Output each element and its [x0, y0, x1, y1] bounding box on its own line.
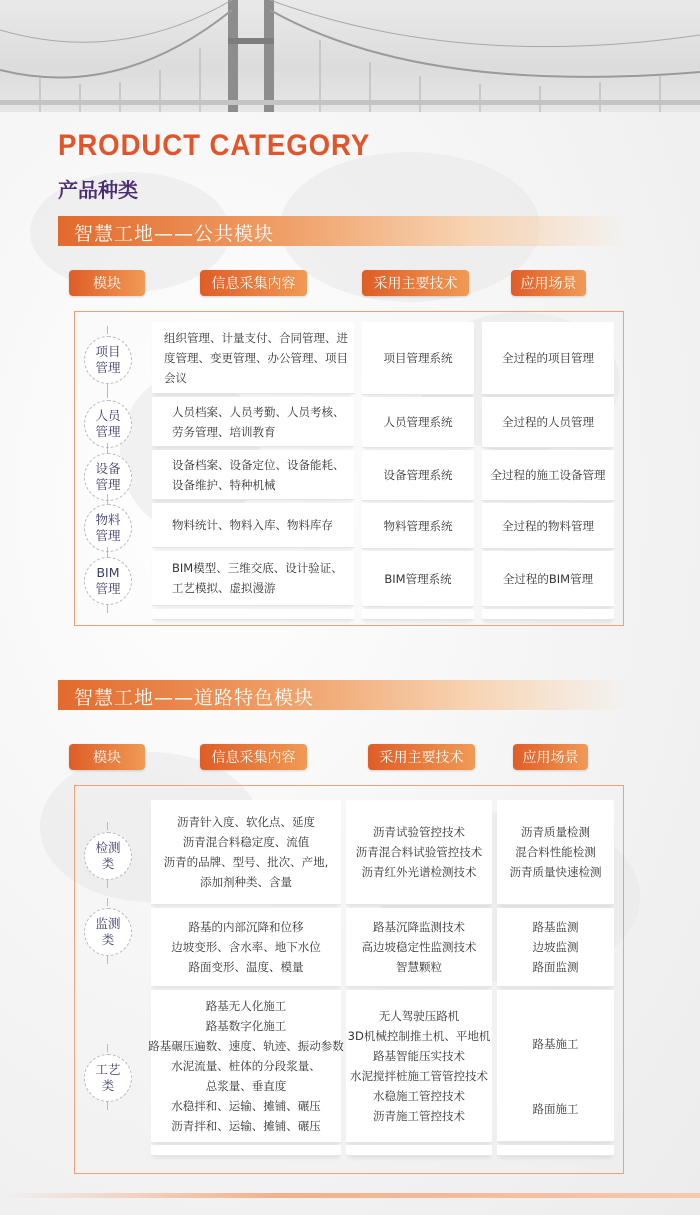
module-label: 工艺 类 [95, 1062, 121, 1093]
module-badge [84, 908, 132, 956]
cell-text: 高边坡稳定性监测技术 [361, 940, 477, 954]
cell-text: 组织管理、计量支付、合同管理、进 [164, 330, 348, 345]
cell-text: 水稳拌和、运输、摊铺、碾压 [171, 1099, 321, 1113]
cell-text: 无人驾驶压路机 [378, 1009, 460, 1023]
cell-text: 混合料性能检测 [515, 845, 596, 859]
table-row-scene [497, 908, 614, 987]
module-badge [84, 557, 132, 605]
connector-tick [107, 1102, 108, 1110]
table-row-scene [482, 397, 614, 448]
table-row-scene [497, 990, 614, 1142]
column-header-module: 模块 [69, 744, 145, 770]
cell-text: 水泥流量、桩体的分段浆量、 [171, 1059, 321, 1073]
table-row-spacer [497, 1145, 614, 1156]
connector-tick [107, 956, 108, 964]
table-row-content [148, 990, 344, 1143]
table-row-spacer [152, 609, 354, 620]
cell-text: 智慧颗粒 [396, 960, 442, 974]
cell-text: 沥青混合料试验管控技术 [355, 845, 483, 859]
cell-text: 总浆量、垂直度 [205, 1079, 287, 1093]
module-label: 监测 类 [95, 916, 121, 947]
cell-text: 设备维护、特种机械 [172, 477, 276, 492]
module-badge [84, 504, 132, 552]
cell-text: 路基监测 [532, 920, 579, 934]
table-row-tech [362, 551, 474, 607]
module-badge [84, 336, 132, 384]
column-header-scene: 应用场景 [513, 744, 588, 770]
cell-text: 路基沉降监测技术 [373, 920, 465, 934]
cell-text: 沥青质量检测 [521, 825, 590, 839]
table-row-tech [362, 503, 474, 549]
table-row-spacer [346, 1145, 492, 1156]
cell-text: 路基施工 [532, 1037, 579, 1052]
cell-text: 项目管理系统 [383, 351, 453, 365]
cell-text: 沥青混合料稳定度、流值 [182, 835, 310, 849]
column-header-tech: 采用主要技术 [362, 270, 469, 296]
cell-text: 路面变形、温度、模量 [188, 960, 304, 974]
column-header-module: 模块 [69, 270, 145, 296]
table-row-content [151, 800, 341, 905]
table-row-tech [346, 908, 492, 987]
cell-text: 水稳施工管控技术 [373, 1089, 465, 1103]
bottom-divider [0, 1193, 700, 1198]
cell-text: 度管理、变更管理、办公管理、项目 [164, 350, 348, 365]
table-row-scene [482, 551, 614, 607]
cell-text: 路基碾压遍数、速度、轨迹、振动参数 [148, 1039, 344, 1053]
module-label: 设备 管理 [95, 461, 121, 492]
cell-text: 沥青红外光谱检测技术 [361, 865, 477, 879]
table-row-scene [497, 800, 614, 905]
cell-text: 路基的内部沉降和位移 [188, 920, 304, 934]
page-title: PRODUCT CATEGORY [58, 129, 371, 162]
cell-text: 沥青试验管控技术 [373, 825, 465, 839]
connector-tick [107, 898, 108, 906]
table-row-scene [482, 450, 614, 501]
cell-text: 劳务管理、培训教育 [172, 424, 276, 439]
cell-text: 会议 [164, 370, 187, 385]
module-label: 项目 管理 [95, 344, 121, 375]
column-header-scene: 应用场景 [511, 270, 586, 296]
cell-text: BIM管理系统 [384, 571, 452, 586]
cell-text: 路面施工 [532, 1101, 579, 1116]
module-label: 物料 管理 [95, 511, 121, 543]
table-row-scene [482, 322, 614, 395]
column-header-content: 信息采集内容 [200, 744, 307, 770]
table-row-tech [346, 990, 492, 1143]
page-subtitle: 产品种类 [58, 178, 138, 202]
cell-text: 路基数字化施工 [205, 1019, 287, 1033]
hero-bridge-image [0, 0, 700, 112]
table-row-tech [362, 450, 474, 501]
table-row-spacer [482, 609, 614, 620]
table-row-content [152, 551, 354, 606]
table-row-content [152, 503, 354, 548]
cell-text: 路面监测 [532, 960, 579, 974]
section-title-bar [58, 216, 628, 246]
connector-tick [107, 326, 108, 334]
cell-text: 3D机械控制推土机、平地机 [347, 1029, 491, 1043]
cell-text: 设备档案、设备定位、设备能耗、 [172, 457, 345, 472]
cell-text: 添加剂种类、含量 [200, 875, 292, 889]
cell-text: 全过程的人员管理 [502, 415, 594, 429]
cell-text: 边坡监测 [532, 940, 579, 954]
section-title: 智慧工地——公共模块 [74, 223, 275, 245]
cell-text: 水泥搅拌桩施工管管控技术 [350, 1069, 488, 1083]
section-title: 智慧工地——道路特色模块 [74, 687, 315, 709]
module-badge [84, 453, 132, 501]
column-header-tech: 采用主要技术 [368, 744, 475, 770]
table-row-spacer [362, 609, 474, 620]
connector-tick [107, 822, 108, 830]
cell-text: 路基智能压实技术 [373, 1049, 465, 1063]
table-row-tech [362, 322, 474, 395]
connector-tick [107, 494, 108, 502]
table-row-tech [346, 800, 492, 905]
module-label: BIM 管理 [95, 564, 121, 596]
table-row-spacer [151, 1145, 341, 1156]
cell-text: 沥青针入度、软化点、延度 [177, 815, 315, 829]
connector-tick [107, 547, 108, 555]
connector-tick [107, 443, 108, 451]
connector-tick [107, 605, 108, 613]
cell-text: 沥青质量快速检测 [509, 865, 602, 879]
table-row-content [152, 450, 354, 500]
cell-text: 人员管理系统 [383, 415, 453, 429]
module-badge [84, 832, 132, 880]
connector-tick [107, 1044, 108, 1052]
connector-tick [107, 880, 108, 888]
table-row-content [152, 322, 354, 394]
cell-text: 工艺模拟、虚拟漫游 [172, 581, 276, 595]
table-row-content [152, 397, 354, 447]
cell-text: 沥青的品牌、型号、批次、产地, [163, 855, 329, 869]
cell-text: 沥青施工管控技术 [373, 1109, 465, 1123]
column-header-content: 信息采集内容 [200, 270, 307, 296]
cell-text: 人员档案、人员考勤、人员考核、 [172, 404, 345, 419]
cell-text: 边坡变形、含水率、地下水位 [171, 940, 321, 954]
table-row-tech [362, 397, 474, 448]
section-title-bar [58, 680, 628, 710]
cell-text: 沥青拌和、运输、摊铺、碾压 [171, 1119, 321, 1133]
module-badge [84, 400, 132, 448]
cell-text: 物料统计、物料入库、物料库存 [172, 518, 333, 532]
cell-text: 全过程的BIM管理 [502, 571, 594, 586]
cell-text: 全过程的物料管理 [502, 518, 594, 533]
connector-tick [107, 390, 108, 398]
cell-text: 设备管理系统 [383, 468, 453, 482]
cell-text: 物料管理系统 [383, 518, 453, 533]
table-row-content [151, 908, 341, 987]
cell-text: 路基无人化施工 [205, 999, 287, 1013]
module-badge [84, 1054, 132, 1102]
cell-text: 全过程的施工设备管理 [490, 468, 606, 482]
module-label: 人员 管理 [95, 408, 121, 439]
table-row-scene [482, 503, 614, 549]
module-label: 检测 类 [95, 840, 121, 871]
cell-text: BIM模型、三维交底、设计验证、 [172, 561, 343, 575]
cell-text: 全过程的项目管理 [502, 351, 594, 365]
